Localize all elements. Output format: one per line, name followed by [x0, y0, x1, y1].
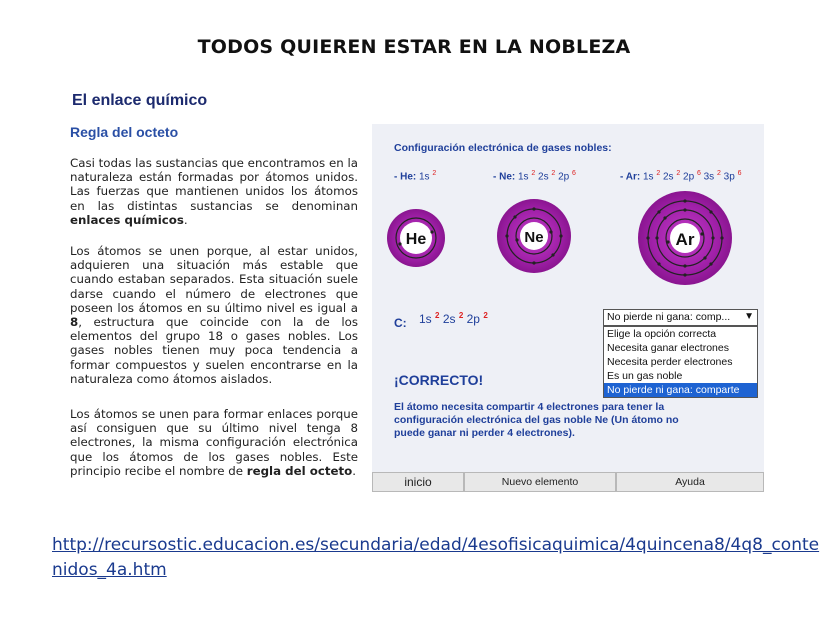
inicio-button[interactable]: inicio [372, 472, 464, 492]
question-orbital: 2p [466, 312, 484, 326]
applet-footer [372, 472, 764, 492]
para2-text-b: , estructura que coincide con la de los elementos del grupo 18 o gases nobles. Los gases nobles tienen muy poca tendencia a formar compuestos y suelen encontrarse en la naturaleza como átomos aislados. [70, 315, 358, 386]
answer-option[interactable]: Necesita ganar electrones [607, 342, 729, 354]
para2-text-a: Los átomos se unen porque, al estar unidos, adquieren una situación más estable que cuando estaban separados. Esta situación suele darse cuando el número de electrones que poseen los átomos en su último nivel es igual a [70, 244, 358, 315]
section-title: El enlace químico [72, 92, 208, 109]
config-ne-electrons: 2 [551, 170, 556, 177]
question-orbital: 1s [419, 312, 436, 326]
para3-text-a: Los átomos se unen para formar enlaces porque así consiguen que su último nivel tenga 8 electrones, la misma configuración electrónica que los átomos de los gases nobles. Este principio recibe el nombre de [70, 407, 358, 478]
config-ar-orbital: 3p [723, 171, 738, 183]
atom-ne [497, 199, 571, 273]
para1-text-b: . [183, 212, 188, 227]
config-ar-electrons: 6 [737, 170, 742, 177]
answer-option[interactable]: Es un gas noble [607, 370, 683, 382]
answer-options-list [603, 326, 758, 398]
config-title: Configuración electrónica de gases nobles: [394, 142, 612, 154]
config-ne-electrons: 6 [571, 170, 576, 177]
answer-option[interactable]: Necesita perder electrones [607, 356, 733, 368]
para1-text-a: Casi todas las sustancias que encontramos en la naturaleza están formadas por átomos unidos. Las fuerzas que mantienen unidos los átomos en las distintas sustancias se denominan [70, 156, 358, 213]
config-ar-orbital: 1s [642, 171, 657, 183]
para1-bold: enlaces químicos [70, 212, 184, 227]
question-electrons: 2 [435, 311, 440, 320]
config-he-orbital: 1s [419, 171, 433, 183]
para3-text-b: . [352, 463, 356, 478]
config-ne-orbital: 1s [518, 171, 532, 183]
question-element-label: C: [394, 316, 407, 330]
config-ar-electrons: 2 [676, 170, 681, 177]
para3-bold: regla del octeto [246, 463, 353, 478]
answer-select[interactable] [603, 309, 758, 326]
config-ne-label: - Ne: [493, 171, 518, 183]
result-explanation: El átomo necesita compartir 4 electrones para tener la configuración electrónica del gas noble Ne (Un átomo no puede ganar ni perder 4 electrones). [394, 401, 679, 439]
answer-select-value: No pierde ni gana: comp... [607, 311, 731, 323]
paragraph-octet-rule [70, 407, 358, 478]
config-ar-orbital: 3s [703, 171, 717, 183]
chevron-down-icon: ▼ [744, 311, 754, 322]
config-ar-electrons: 2 [656, 170, 661, 177]
config-he-label: - He: [394, 171, 419, 183]
result-title: ¡CORRECTO! [394, 372, 484, 388]
config-ne-orbital: 2p [558, 171, 572, 183]
question-orbital: 2s [442, 312, 459, 326]
question-electrons: 2 [483, 311, 488, 320]
new-element-button[interactable]: Nuevo elemento [464, 472, 616, 492]
source-link[interactable]: http://recursostic.educacion.es/secundaria/edad/4esofisicaquimica/4quincena8/4q8_contenidos_4a.htm [52, 535, 820, 580]
config-ar-orbital: 2s [663, 171, 677, 183]
config-ar-orbital: 2p [683, 171, 697, 183]
config-ar-label: - Ar: [620, 171, 643, 183]
help-button[interactable]: Ayuda [616, 472, 764, 492]
atom-he [387, 209, 445, 267]
atom-ar [638, 191, 732, 285]
atom-ar-symbol: Ar [675, 230, 695, 249]
answer-option[interactable]: No pierde ni gana: comparte [604, 383, 757, 397]
config-ar-electrons: 6 [696, 170, 701, 177]
paragraph-stability [70, 244, 358, 386]
atom-he-symbol: He [405, 231, 427, 248]
paragraph-intro [70, 156, 358, 227]
subsection-title: Regla del octeto [70, 124, 179, 140]
question-electrons: 2 [458, 311, 464, 320]
atom-ne-symbol: Ne [524, 229, 544, 246]
config-ne-electrons: 2 [531, 170, 536, 177]
config-he-electrons: 2 [432, 170, 437, 177]
config-ne-orbital: 2s [538, 171, 552, 183]
slide-title: TODOS QUIEREN ESTAR EN LA NOBLEZA [197, 36, 631, 58]
atom-diagrams [372, 180, 764, 300]
para2-bold: 8 [70, 315, 79, 330]
config-ar-electrons: 2 [716, 170, 721, 177]
answer-option[interactable]: Elige la opción correcta [607, 328, 717, 340]
question-config [419, 311, 488, 326]
